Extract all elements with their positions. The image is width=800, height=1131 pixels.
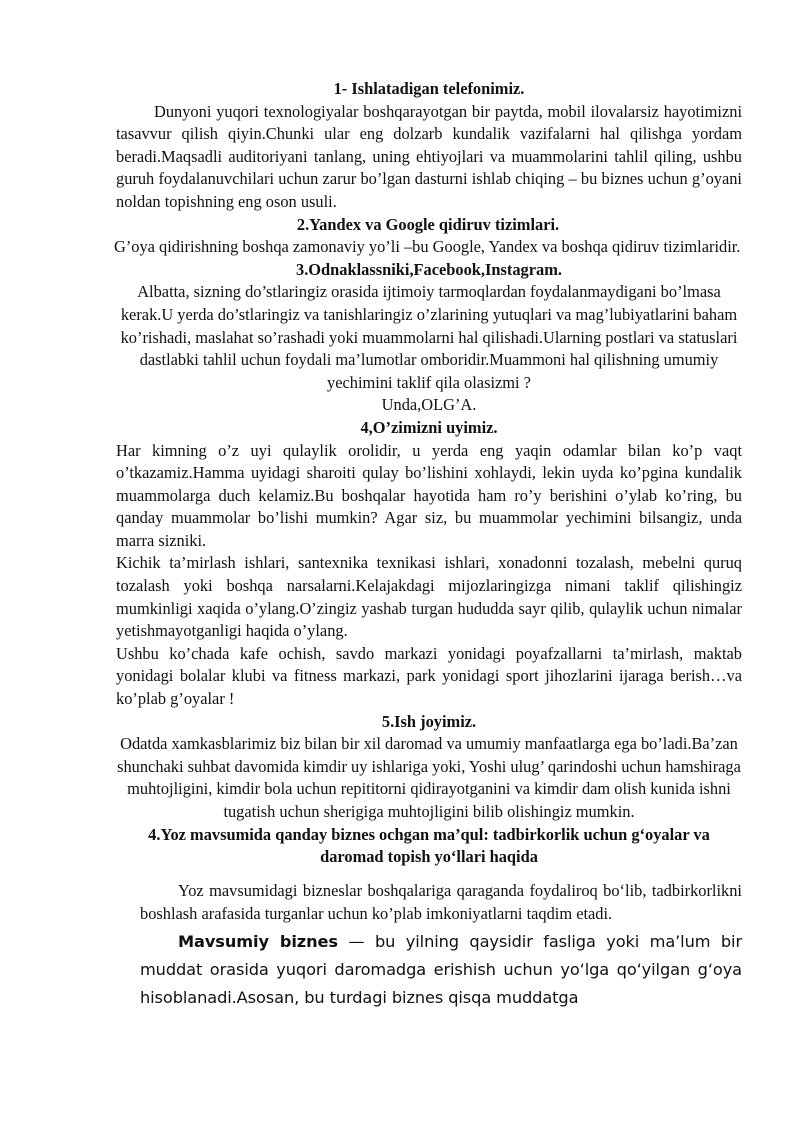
definition-text: — bu yilning qaysidir fasliga yoki ma’lum bir muddat orasida yuqori daromadga erishish uchun yo‘lga qo‘yilgan g‘oya hisoblanadi.Asosan, bu turdagi biznes qisqa muddatga (140, 931, 743, 1007)
section-paragraph: Har kimning o’z uyi qulaylik orolidir, u yerda eng yaqin odamlar bilan ko’p vaqt o’tkazamiz.Hamma uyidagi sharoiti qulay bo’lishini xohlaydi, lekin uyda ko’pgina kundalik muammolarga duch kelamiz.Bu boshqalar hayotida ham ro’y berishini o’ylab ko’ring, bu qanday muammolar bo’lishi mumkin? Agar siz, bu muammolar yechimini bilsangiz, unda marra sizniki. (116, 440, 742, 550)
section-paragraph: Unda,OLG’A. (381, 395, 477, 415)
section-paragraph: Dunyoni yuqori texnologiyalar boshqarayotgan bir paytda, mobil ilovalarsiz hayotimizni tasavvur qilish qiyin.Chunki ular eng dolzarb kundalik vazifalarni hal qilishga yordam beradi.Maqsadli auditoriyani tanlang, uning ehtiyojlari va muammolarini tahlil qiling, ushbu guruh foydalanuvchilari uchun zarur bo’lgan dasturni ishlab chiqing – bu biznes uchun g’oyani noldan topishning eng oson usuli. (116, 101, 742, 211)
section-search-engines (114, 214, 742, 259)
section-phone (116, 78, 742, 214)
section-paragraph: Albatta, sizning do’stlaringiz orasida ijtimoiy tarmoqlardan foydalanmaydigani bo’lmasa kerak.U yerda do’stlaringiz va tanishlaringiz o’zlarining yutuqlari va mag’lubiyatlarini baham ko’rishadi, maslahat so’rashadi yoki muammolarni hal qilishadi.Ularning postlari va statuslari dastlabki tahlil uchun foydali ma’lumotlar omboridir.Muammoni hal qilishning umumiy yechimini taklif qila olasizmi ? (120, 282, 738, 392)
section-heading: 2.Yandex va Google qidiruv tizimlari. (296, 214, 560, 234)
section-workplace (116, 711, 742, 824)
definition-paragraph (116, 928, 742, 1012)
section-paragraph: Kichik ta’mirlash ishlari, santexnika texnikasi ishlari, xonadonni tozalash, mebelni quruq tozalash yoki boshqa narsalarni.Kelajakdagi mijozlaringizga nimani taklif qilishingiz mumkinligi xaqida o’ylang.O’zingiz yashab turgan hududda sayr qilib, qulaylik uchun nimalar yetishmayotganligi haqida o’ylang. (116, 553, 742, 641)
section-heading: 3.Odnaklassniki,Facebook,Instagram. (296, 259, 562, 279)
definition-term: Mavsumiy biznes (178, 931, 338, 951)
section-paragraph: Yoz mavsumidagi bizneslar boshqalariga qaraganda foydaliroq bo‘lib, tadbirkorlikni boshlash arafasida turganlar uchun ko’plab imkoniyatlarni taqdim etadi. (140, 880, 742, 924)
section-heading: 5.Ish joyimiz. (381, 711, 477, 731)
section-heading: 4,O’zimizni uyimiz. (360, 417, 498, 437)
section-heading: 1- Ishlatadigan telefonimiz. (333, 79, 525, 98)
section-paragraph: G’oya qidirishning boshqa zamonaviy yo’li –bu Google, Yandex va boshqa qidiruv tizimlaridir. (114, 237, 741, 257)
section-summer-business (116, 824, 742, 1012)
section-our-home (116, 417, 742, 711)
section-paragraph: Odatda xamkasblarimiz biz bilan bir xil daromad va umumiy manfaatlarga ega bo’ladi.Ba’zan shunchaki suhbat davomida kimdir uy ishlariga yoki, Yoshi ulug’ qarindoshi uchun hamshiraga muhtojligini, kimdir bola uchun repititorni qidirayotganini va kimdir dam olish kunida ishni tugatish uchun sherigiga muhtojligini bilib olishingiz mumkin. (117, 734, 741, 821)
section-social-networks (116, 259, 742, 417)
section-paragraph: Ushbu ko’chada kafe ochish, savdo markazi yonidagi poyafzallarni ta’mirlash, maktab yonidagi bolalar klubi va fitness markazi, park yonidagi sport jihozlarini ijaraga berish…va ko’plab g’oyalar ! (116, 643, 742, 709)
section-heading: 4.Yoz mavsumida qanday biznes ochgan ma’qul: tadbirkorlik uchun g‘oyalar va daromad topish yo‘llari haqida (148, 824, 710, 867)
